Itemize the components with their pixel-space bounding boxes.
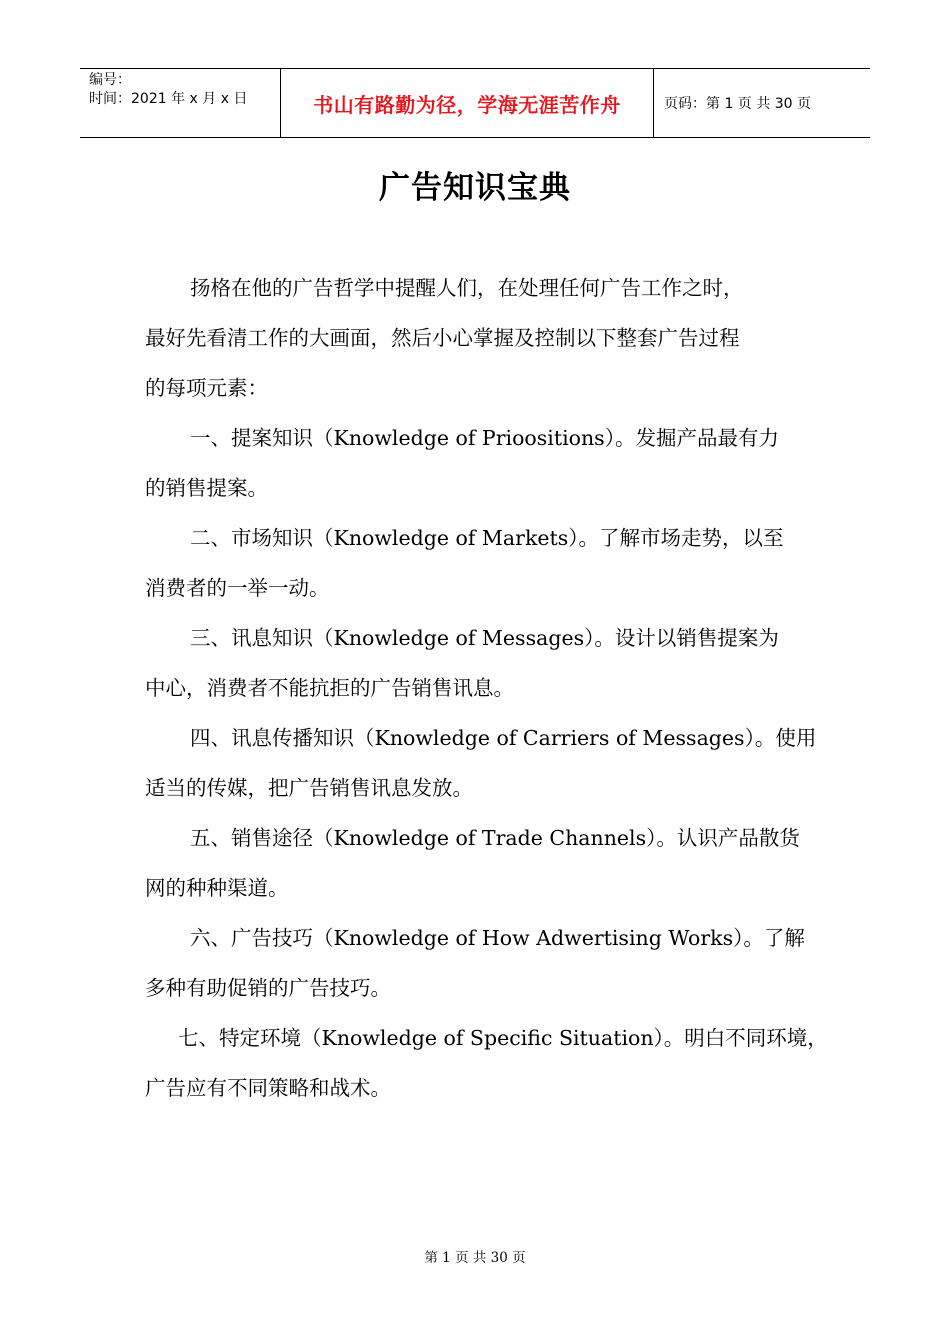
paragraph-line: 多种有助促销的广告技巧。 bbox=[145, 976, 391, 1000]
paragraph-item-1 bbox=[145, 413, 825, 513]
paragraph-item-6 bbox=[145, 913, 825, 1013]
paragraph-item-2 bbox=[145, 513, 825, 613]
paragraph-item-3 bbox=[145, 613, 825, 713]
document-body bbox=[145, 263, 828, 1113]
document-header bbox=[80, 68, 870, 138]
paragraph-line: 广告应有不同策略和战术。 bbox=[145, 1076, 391, 1100]
number-label: 编号： bbox=[89, 72, 131, 88]
paragraph-item-5 bbox=[145, 813, 825, 913]
paragraph-item-4 bbox=[145, 713, 825, 813]
motto-text: 书山有路勤为径，学海无涯苦作舟 bbox=[313, 92, 621, 117]
paragraph-intro bbox=[145, 263, 825, 413]
document-title: 广告知识宝典 bbox=[379, 170, 571, 206]
page-number-label: 页码：第 1 页 共 30 页 bbox=[664, 96, 811, 112]
paragraph-line: 最好先看清工作的大画面，然后小心掌握及控制以下整套广告过程 bbox=[145, 326, 740, 350]
paragraph-line: 二、市场知识（Knowledge of Markets）。了解市场走势，以至 bbox=[190, 526, 784, 550]
paragraph-line: 六、广告技巧（Knowledge of How Adwertising Works）。了解 bbox=[190, 926, 805, 950]
paragraph-line: 七、特定环境（Knowledge of Specific Situation）。明白不同环境， bbox=[178, 1026, 828, 1050]
paragraph-line: 四、讯息传播知识（Knowledge of Carriers of Messages）。使用 bbox=[190, 726, 817, 750]
paragraph-line: 的每项元素： bbox=[145, 376, 268, 400]
paragraph-line: 一、提案知识（Knowledge of Prioositions）。发掘产品最有力 bbox=[190, 426, 779, 450]
paragraph-line: 中心，消费者不能抗拒的广告销售讯息。 bbox=[145, 676, 514, 700]
paragraph-line: 的销售提案。 bbox=[145, 476, 268, 500]
paragraph-line: 适当的传媒，把广告销售讯息发放。 bbox=[145, 776, 473, 800]
page-footer: 第 1 页 共 30 页 bbox=[424, 1250, 526, 1266]
header-page-cell bbox=[654, 69, 870, 137]
paragraph-line: 消费者的一举一动。 bbox=[145, 576, 330, 600]
paragraph-line: 五、销售途径（Knowledge of Trade Channels）。认识产品散货 bbox=[190, 826, 800, 850]
paragraph-line: 扬格在他的广告哲学中提醒人们，在处理任何广告工作之时， bbox=[190, 276, 744, 300]
header-meta-cell bbox=[80, 69, 281, 137]
paragraph-line: 三、讯息知识（Knowledge of Messages）。设计以销售提案为 bbox=[190, 626, 779, 650]
header-motto-cell bbox=[281, 69, 654, 137]
paragraph-line: 网的种种渠道。 bbox=[145, 876, 289, 900]
time-label: 时间：2021 年 x 月 x 日 bbox=[89, 91, 248, 107]
paragraph-item-7 bbox=[145, 1013, 828, 1113]
